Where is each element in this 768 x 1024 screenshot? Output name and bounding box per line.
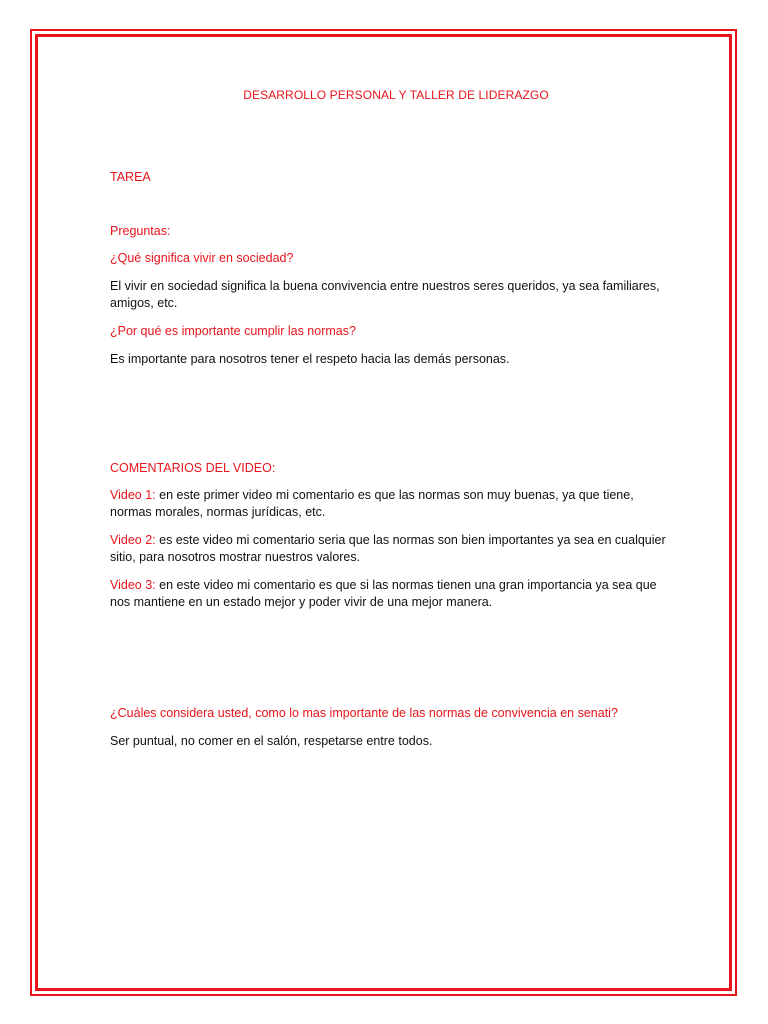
- answer-2: Es importante para nosotros tener el respeto hacia las demás personas.: [110, 352, 510, 366]
- page-title: DESARROLLO PERSONAL Y TALLER DE LIDERAZGO: [243, 88, 549, 102]
- question-2: ¿Por qué es importante cumplir las normas?: [110, 324, 356, 338]
- video-comment-text: es este video mi comentario seria que las normas son bien importantes ya sea en cualquier sitio, para nosotros mostrar nuestros valores.: [110, 533, 666, 564]
- video-comment-text: en este primer video mi comentario es que las normas son muy buenas, ya que tiene, normas morales, normas jurídicas, etc.: [110, 488, 634, 519]
- question-3: ¿Cuáles considera usted, como lo mas importante de las normas de convivencia en senati?: [110, 706, 618, 720]
- video-comment-2: [110, 532, 670, 566]
- answer-1: El vivir en sociedad significa la buena convivencia entre nuestros seres queridos, ya sea familiares, amigos, etc.: [110, 279, 660, 310]
- tarea-heading: TAREA: [110, 170, 151, 184]
- answer-3: Ser puntual, no comer en el salón, respetarse entre todos.: [110, 734, 433, 748]
- video-label: Video 2:: [110, 533, 156, 547]
- question-1: ¿Qué significa vivir en sociedad?: [110, 251, 294, 265]
- preguntas-heading: Preguntas:: [110, 224, 171, 238]
- video-comment-text: en este video mi comentario es que si las normas tienen una gran importancia ya sea que nos mantiene en un estado mejor y poder vivir de una mejor manera.: [110, 578, 657, 609]
- video-label: Video 1:: [110, 488, 156, 502]
- video-comment-3: [110, 577, 670, 611]
- video-comment-1: [110, 487, 670, 521]
- comentarios-heading: COMENTARIOS DEL VIDEO:: [110, 461, 276, 475]
- video-label: Video 3:: [110, 578, 156, 592]
